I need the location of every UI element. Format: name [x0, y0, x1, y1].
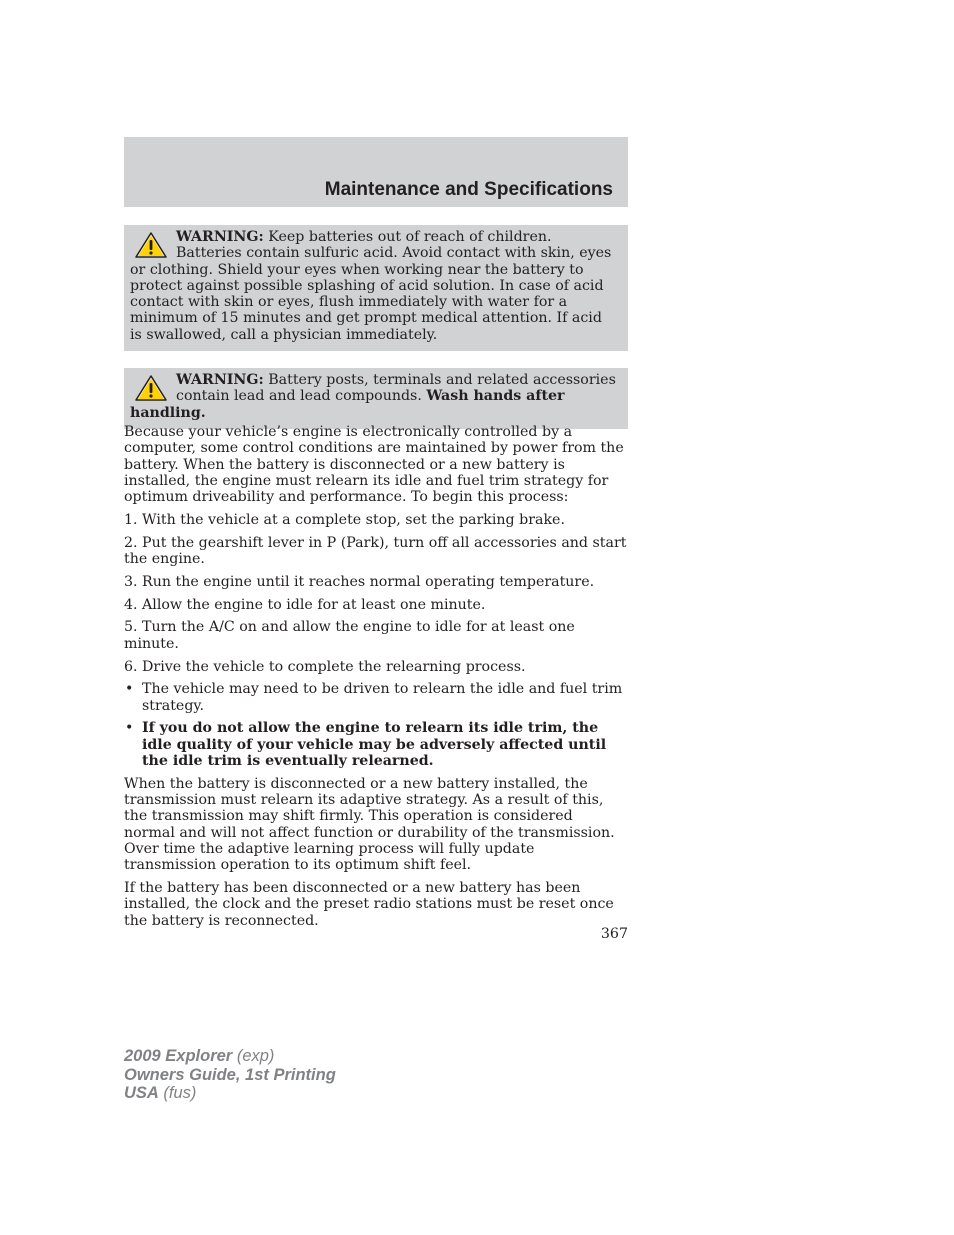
- footer-imprint: [124, 1047, 336, 1103]
- warning-text: Keep batteries out of reach of children. Batteries contain sulfuric acid. Avoid contact with skin, eyes or clothing. Shield your eyes when working near the battery to protect against possible splashing of acid solution. In case of acid contact with skin or eyes, flush immediately with water for a minimum of 15 minutes and get prompt medical attention. If acid is swallowed, call a physician immediately.: [130, 229, 612, 343]
- bullet-text: The vehicle may need to be driven to relearn the idle and fuel trim strategy.: [142, 681, 623, 714]
- warning-box-acid: [124, 225, 628, 351]
- step-5: 5. Turn the A/C on and allow the engine to idle for at least one minute.: [124, 619, 575, 652]
- section-title: Maintenance and Specifications: [324, 179, 613, 200]
- warning-bold-tail: Wash hands after handling.: [130, 388, 565, 421]
- step-2: 2. Put the gearshift lever in P (Park), turn off all accessories and start the engine.: [124, 534, 627, 568]
- body-text: [124, 424, 628, 936]
- warning-triangle-icon: [134, 231, 168, 259]
- intro-paragraph: Because your vehicle’s engine is electronically controlled by a computer, some control conditions are maintained by power from the battery. When the battery is disconnected or a new battery is installed, the engine must relearn its idle and fuel trim strategy for optimum driveability and performance. To begin this process:: [124, 424, 624, 506]
- clock-paragraph: If the battery has been disconnected or a new battery has been installed, the clock and the preset radio stations must be reset once the battery is reconnected.: [124, 880, 614, 929]
- footer-line-1: [124, 1047, 336, 1066]
- warning-label: WARNING:: [176, 229, 264, 245]
- bullet-dot: •: [125, 720, 134, 737]
- footer-market-code: (fus): [158, 1084, 197, 1102]
- section-header: [124, 137, 628, 207]
- step-3: 3. Run the engine until it reaches normal operating temperature.: [124, 573, 595, 590]
- footer-market: USA: [124, 1084, 159, 1102]
- warning-triangle-icon: [134, 374, 168, 402]
- warning-label: WARNING:: [176, 372, 264, 388]
- bullet-text-bold: If you do not allow the engine to relearn its idle trim, the idle quality of your vehicle may be adversely affected until the idle trim is eventually relearned.: [142, 720, 607, 770]
- warning-box-lead: [124, 368, 628, 429]
- warning-text: Battery posts, terminals and related accessories contain lead and lead compounds.: [176, 372, 616, 405]
- footer-model-code: (exp): [232, 1047, 275, 1065]
- bullet-item-1: [124, 681, 628, 714]
- footer-model: 2009 Explorer: [124, 1047, 233, 1065]
- step-4: 4. Allow the engine to idle for at least one minute.: [124, 596, 486, 613]
- bullet-dot: •: [125, 681, 134, 698]
- page-number: 367: [600, 926, 628, 942]
- step-1: 1. With the vehicle at a complete stop, set the parking brake.: [124, 511, 565, 528]
- footer-line-2: Owners Guide, 1st Printing: [124, 1065, 336, 1084]
- footer-line-3: [124, 1084, 336, 1103]
- bullet-item-2: [124, 720, 628, 769]
- transmission-paragraph: When the battery is disconnected or a new battery installed, the transmission must relearn its adaptive strategy. As a result of this, the transmission may shift firmly. This operation is considered normal and will not affect function or durability of the transmission. Over time the adaptive learning process will fully update transmission operation to its optimum shift feel.: [124, 775, 615, 874]
- step-6: 6. Drive the vehicle to complete the relearning process.: [124, 658, 526, 675]
